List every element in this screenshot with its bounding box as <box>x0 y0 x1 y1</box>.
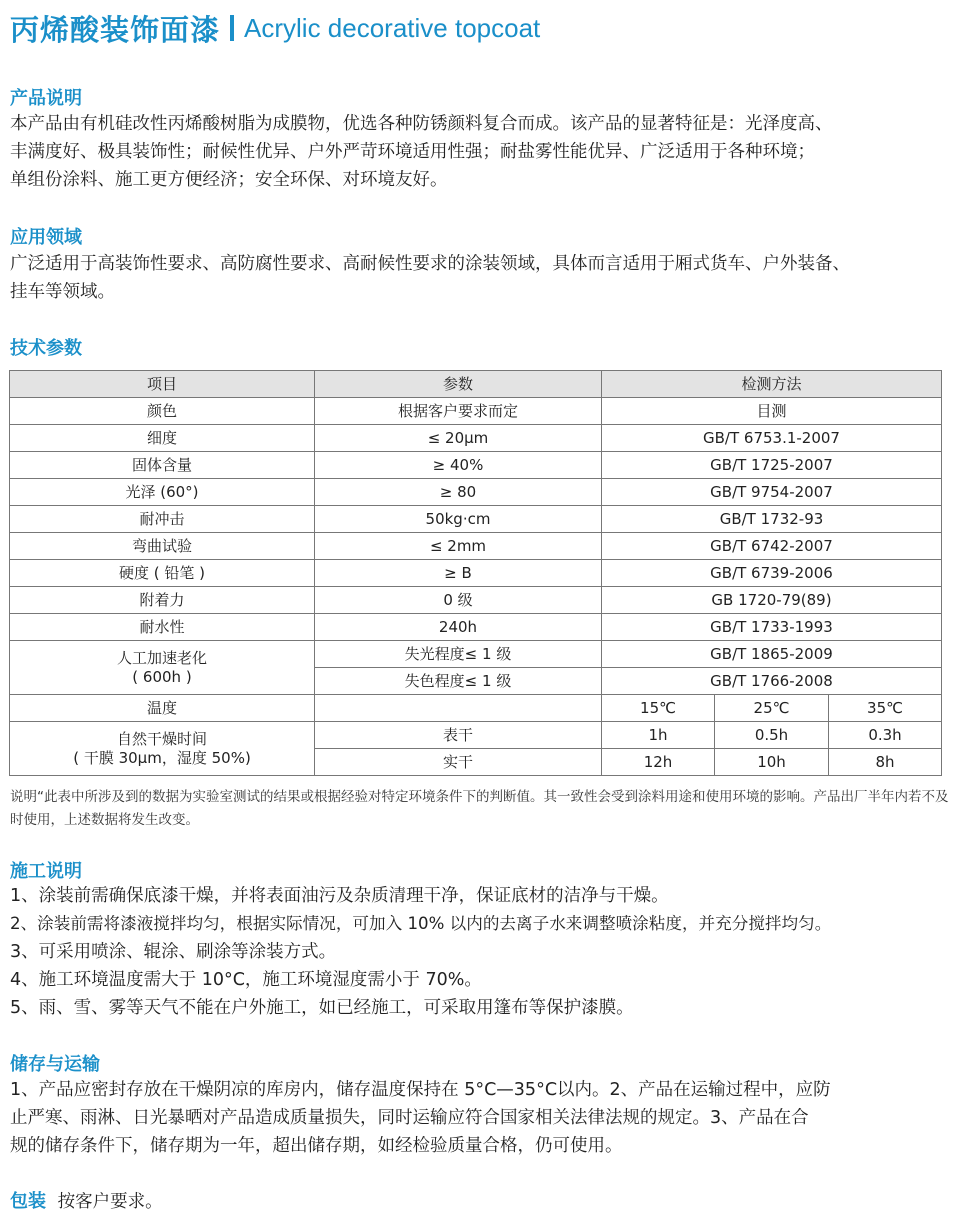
drying-label-line: ( 干膜 30μm，湿度 50%) <box>73 748 251 767</box>
cell-drying-stage: 表干 <box>315 722 602 749</box>
text-line: 挂车等领域。 <box>10 282 115 302</box>
section-heading-construction: 施工说明 <box>10 861 82 882</box>
list-item: 3、可采用喷涂、辊涂、刷涂等涂装方式。 <box>10 942 337 962</box>
packaging-text: 按客户要求。 <box>57 1192 163 1212</box>
cell-item: 细度 <box>10 425 315 452</box>
cell-item: 硬度 ( 铅笔 ) <box>10 560 315 587</box>
cell-method: GB/T 1725-2007 <box>602 452 942 479</box>
cell-method: GB 1720-79(89) <box>602 587 942 614</box>
cell-param: 0 级 <box>315 587 602 614</box>
cell-item-drying <box>10 722 315 776</box>
table-header-row <box>10 371 942 398</box>
table-row <box>10 533 942 560</box>
cell-param: 50kg·cm <box>315 506 602 533</box>
cell-drying-stage: 实干 <box>315 749 602 776</box>
section-heading-application: 应用领域 <box>10 227 82 248</box>
cell-param: 失色程度≤ 1 级 <box>315 668 602 695</box>
cell-param: ≤ 20μm <box>315 425 602 452</box>
title-english: Acrylic decorative topcoat <box>244 12 541 43</box>
cell-item: 耐水性 <box>10 614 315 641</box>
list-item: 5、雨、雪、雾等天气不能在户外施工，如已经施工，可采取用篷布等保护漆膜。 <box>10 998 634 1018</box>
cell-param: 根据客户要求而定 <box>315 398 602 425</box>
cell-method: GB/T 1865-2009 <box>602 641 942 668</box>
cell-drying-value: 0.3h <box>829 722 942 749</box>
cell-drying-value: 0.5h <box>715 722 829 749</box>
packaging-line <box>10 1187 163 1213</box>
cell-item: 耐冲击 <box>10 506 315 533</box>
cell-empty <box>315 695 602 722</box>
aging-label-line: 人工加速老化 <box>116 648 207 667</box>
text-line: 1、产品应密封存放在干燥阴凉的库房内，储存温度保持在 5°C—35°C以内。2、产品在运输过程中，应防 <box>10 1080 831 1100</box>
cell-item: 光泽 (60°) <box>10 479 315 506</box>
cell-param: 240h <box>315 614 602 641</box>
page-title <box>10 6 540 50</box>
section-heading-tech-params: 技术参数 <box>10 338 82 359</box>
table-row <box>10 479 942 506</box>
header-param: 参数 <box>315 371 602 398</box>
storage-paragraph <box>10 1076 950 1160</box>
cell-method: 目测 <box>602 398 942 425</box>
product-desc-paragraph <box>10 110 950 194</box>
table-row <box>10 398 942 425</box>
cell-method: GB/T 6742-2007 <box>602 533 942 560</box>
cell-method: GB/T 1733-1993 <box>602 614 942 641</box>
table-row <box>10 506 942 533</box>
title-divider-bar <box>230 15 234 41</box>
section-heading-product-desc: 产品说明 <box>10 88 82 109</box>
construction-list <box>10 882 955 1022</box>
packaging-label: 包装 <box>10 1191 46 1212</box>
cell-item-aging <box>10 641 315 695</box>
cell-temp-value: 35℃ <box>829 695 942 722</box>
text-line: 本产品由有机硅改性丙烯酸树脂为成膜物，优选各种防锈颜料复合而成。该产品的显著特征是：光泽度高、 <box>10 114 833 134</box>
list-item: 1、涂装前需确保底漆干燥，并将表面油污及杂质清理干净，保证底材的洁净与干燥。 <box>10 886 669 906</box>
table-row <box>10 425 942 452</box>
drying-label-line: 自然干燥时间 <box>116 729 207 748</box>
cell-param: ≥ B <box>315 560 602 587</box>
tech-params-table <box>9 370 942 776</box>
cell-item: 固体含量 <box>10 452 315 479</box>
text-line: 止严寒、雨淋、日光暴晒对产品造成质量损失，同时运输应符合国家相关法律法规的规定。3、产品在合 <box>10 1108 809 1128</box>
cell-method: GB/T 9754-2007 <box>602 479 942 506</box>
cell-method: GB/T 1732-93 <box>602 506 942 533</box>
header-method: 检测方法 <box>602 371 942 398</box>
cell-drying-value: 12h <box>602 749 715 776</box>
cell-param: ≤ 2mm <box>315 533 602 560</box>
list-item: 2、涂装前需将漆液搅拌均匀，根据实际情况，可加入 10% 以内的去离子水来调整喷涂粘度，并充分搅拌均匀。 <box>10 914 832 933</box>
table-row <box>10 614 942 641</box>
cell-temp-value: 15℃ <box>602 695 715 722</box>
table-row <box>10 587 942 614</box>
table-row <box>10 695 942 722</box>
table-note: 说明“此表中所涉及到的数据为实验室测试的结果或根据经验对特定环境条件下的判断值。其一致性会受到涂料用途和使用环境的影响。产品出厂半年内若不及时使用，上述数据将发生改变。 <box>10 789 949 828</box>
text-line: 单组份涂料、施工更方便经济；安全环保、对环境友好。 <box>10 170 448 190</box>
cell-param: ≥ 80 <box>315 479 602 506</box>
list-item: 4、施工环境温度需大于 10°C，施工环境湿度需小于 70%。 <box>10 970 482 990</box>
table-row <box>10 560 942 587</box>
cell-drying-value: 10h <box>715 749 829 776</box>
cell-method: GB/T 6753.1-2007 <box>602 425 942 452</box>
cell-param: 失光程度≤ 1 级 <box>315 641 602 668</box>
cell-method: GB/T 6739-2006 <box>602 560 942 587</box>
cell-method: GB/T 1766-2008 <box>602 668 942 695</box>
cell-item-temperature: 温度 <box>10 695 315 722</box>
title-chinese: 丙烯酸装饰面漆 <box>10 12 221 47</box>
cell-drying-value: 8h <box>829 749 942 776</box>
text-line: 广泛适用于高装饰性要求、高防腐性要求、高耐候性要求的涂装领域，具体而言适用于厢式货车、户外装备、 <box>10 254 850 274</box>
cell-param: ≥ 40% <box>315 452 602 479</box>
cell-item: 颜色 <box>10 398 315 425</box>
cell-item: 附着力 <box>10 587 315 614</box>
table-row <box>10 641 942 668</box>
table-row <box>10 722 942 749</box>
cell-drying-value: 1h <box>602 722 715 749</box>
application-paragraph <box>10 250 950 306</box>
section-heading-storage: 储存与运输 <box>10 1054 100 1075</box>
aging-label-line: ( 600h ) <box>132 667 192 686</box>
text-line: 丰满度好、极具装饰性；耐候性优异、户外严苛环境适用性强；耐盐雾性能优异、广泛适用于各种环境； <box>10 142 815 162</box>
header-item: 项目 <box>10 371 315 398</box>
table-row <box>10 452 942 479</box>
cell-temp-value: 25℃ <box>715 695 829 722</box>
cell-item: 弯曲试验 <box>10 533 315 560</box>
text-line: 规的储存条件下，储存期为一年，超出储存期，如经检验质量合格，仍可使用。 <box>10 1136 623 1156</box>
